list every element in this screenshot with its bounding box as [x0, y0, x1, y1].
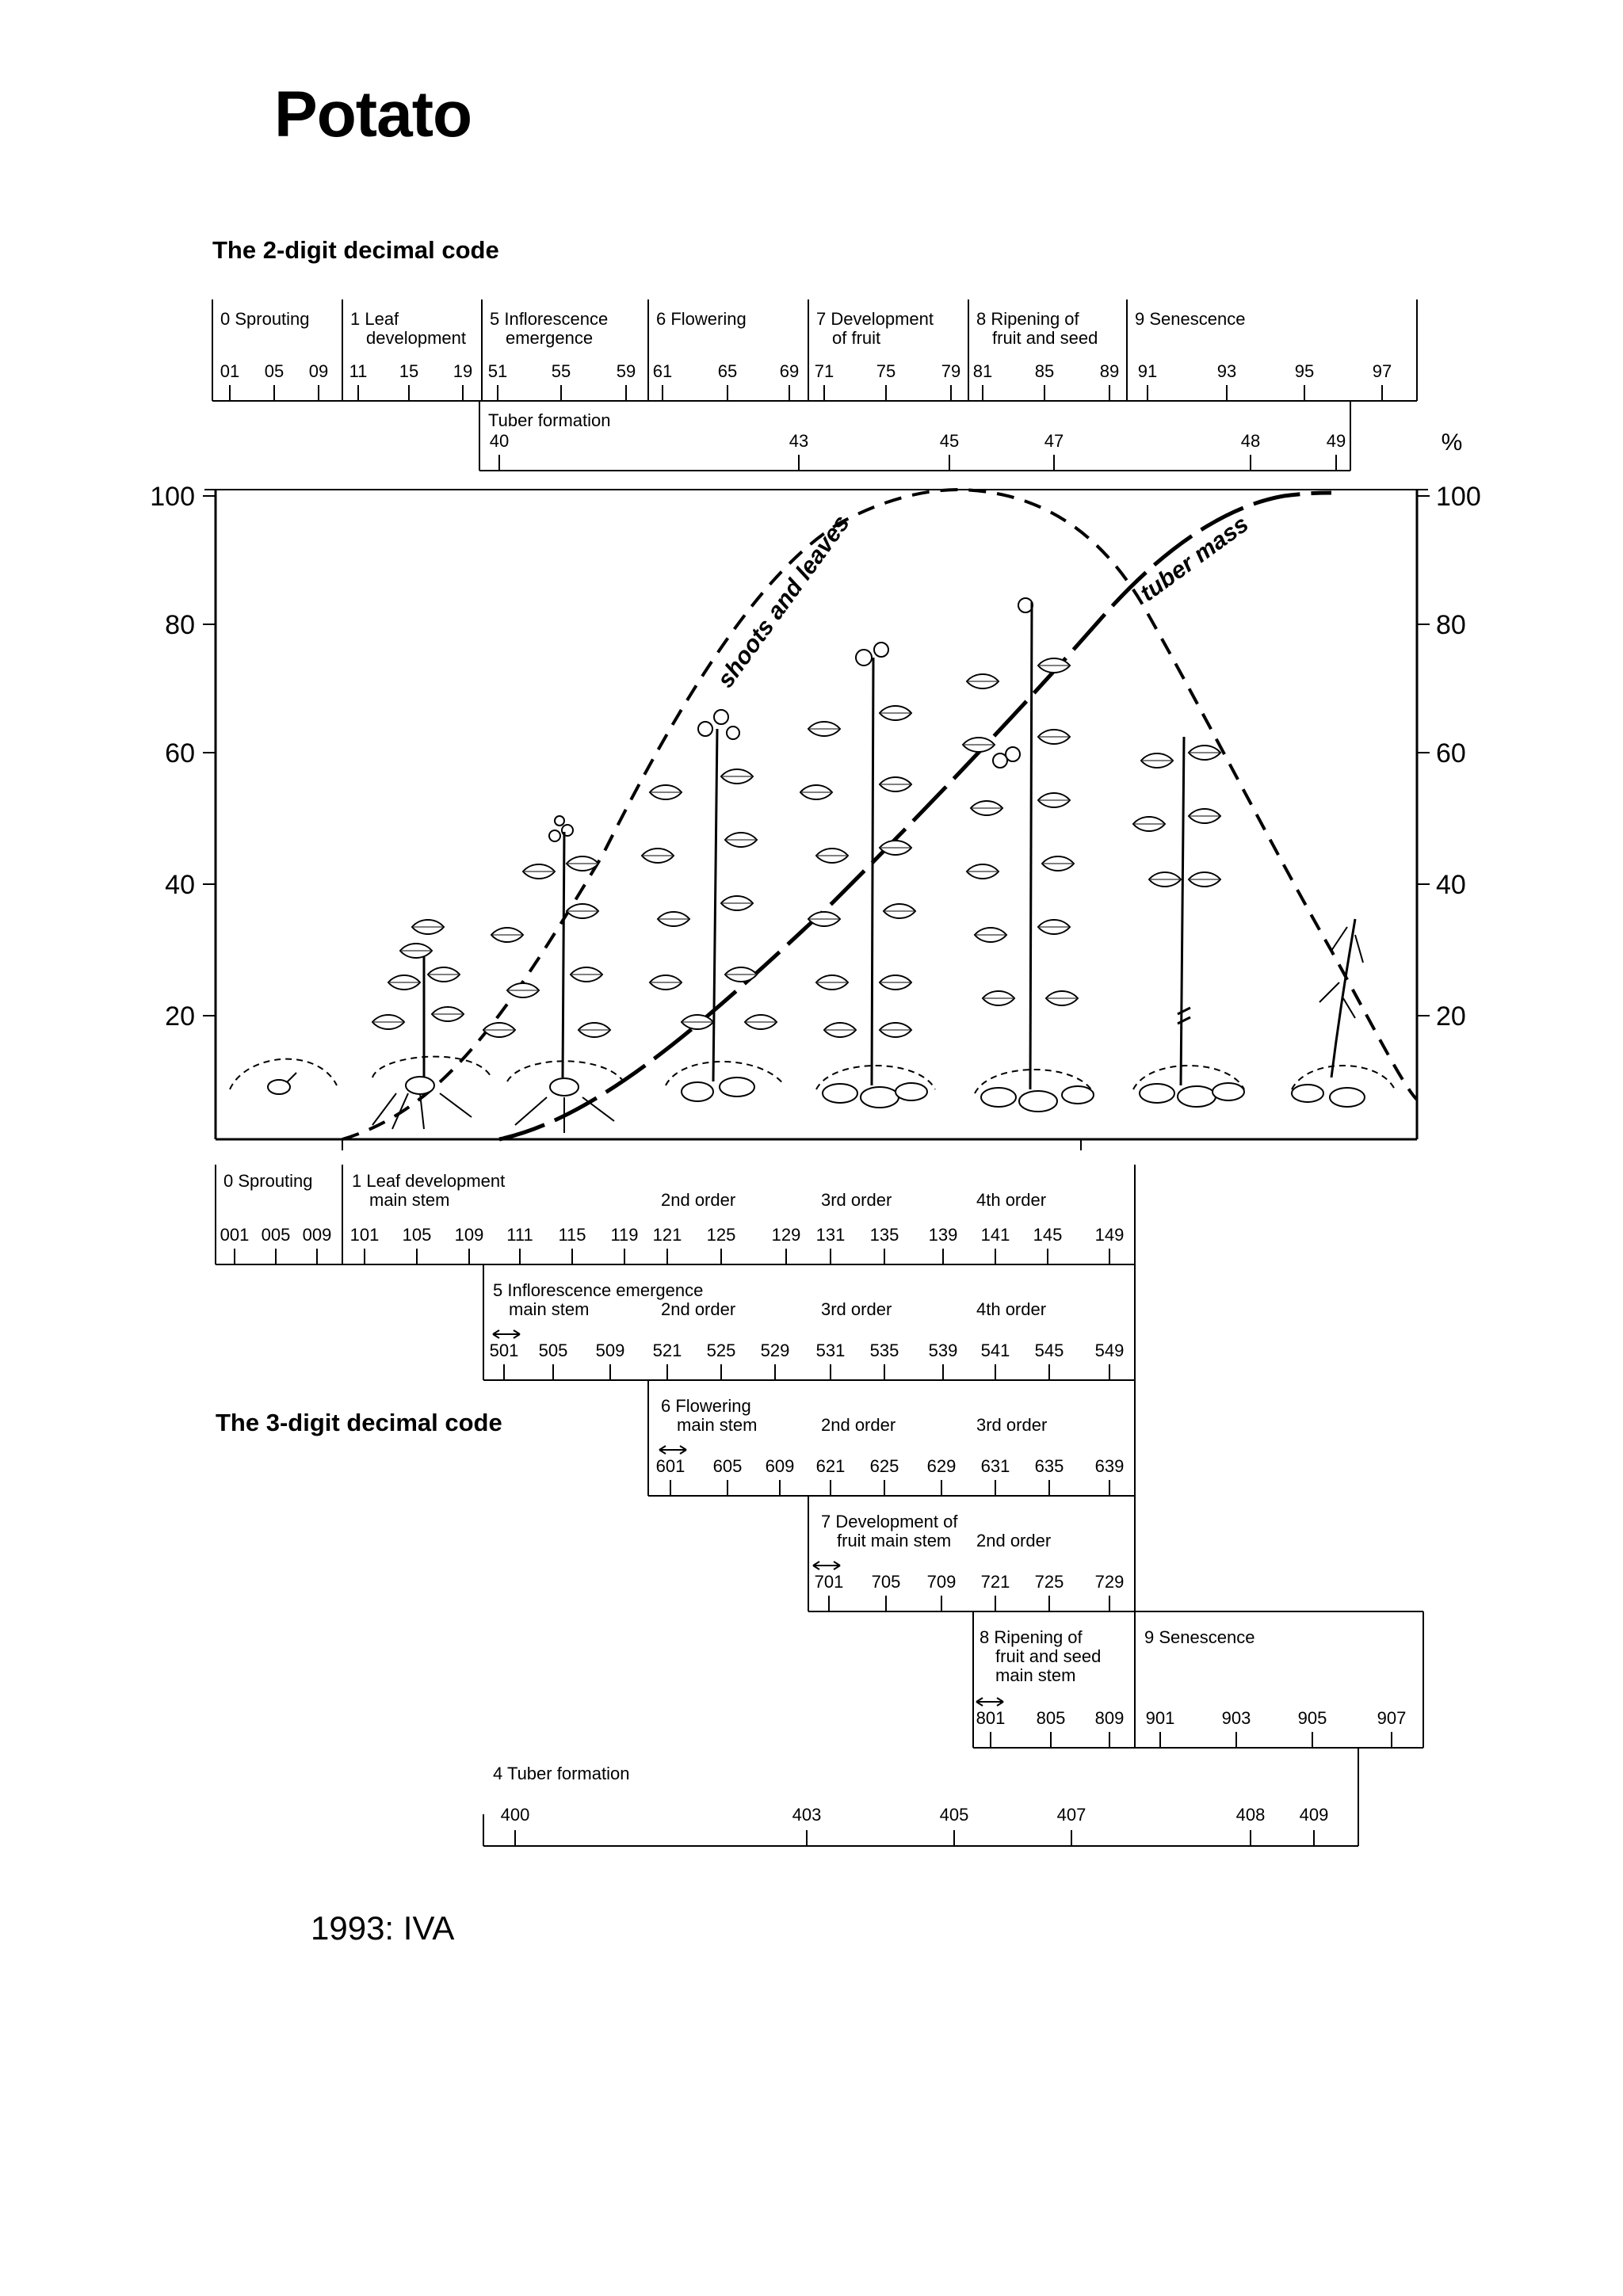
- code-3digit: 141: [980, 1225, 1010, 1245]
- stage-sub-3digit: main stem: [509, 1299, 590, 1319]
- y-axis-left-label: 40: [165, 870, 195, 900]
- order-label: 4th order: [976, 1190, 1047, 1210]
- section-heading-2digit: The 2-digit decimal code: [212, 236, 499, 264]
- code-3digit: 639: [1094, 1456, 1125, 1476]
- stage-label-3digit: 7 Development of: [821, 1512, 958, 1531]
- stage-label-3digit: 1 Leaf development: [352, 1171, 506, 1191]
- code-3digit: 403: [792, 1805, 822, 1825]
- code-2digit: 55: [551, 361, 571, 381]
- code-3digit: 135: [869, 1225, 899, 1245]
- code-3digit: 531: [815, 1341, 846, 1360]
- code-3digit: 105: [402, 1225, 432, 1245]
- code-2digit: 89: [1099, 361, 1120, 381]
- y-axis-right-label: 100: [1436, 482, 1481, 512]
- code-3digit: 409: [1299, 1805, 1329, 1825]
- chart-frame: [204, 490, 1428, 1139]
- code-2digit: 75: [876, 361, 896, 381]
- y-axis-left-label: 80: [165, 610, 195, 640]
- stage-label-2digit: 0 Sprouting: [220, 309, 310, 329]
- stage-label-2digit: fruit and seed: [992, 328, 1098, 348]
- code-3digit: 505: [538, 1341, 568, 1360]
- plant-sprouting: [230, 1059, 337, 1094]
- code-3digit: 400: [500, 1805, 530, 1825]
- plant-senescence-early: [1133, 737, 1244, 1107]
- tuber-code-2digit: 47: [1044, 431, 1064, 451]
- y-axis-right-label: 80: [1436, 610, 1466, 640]
- code-3digit: 635: [1034, 1456, 1064, 1476]
- footer-source: 1993: IVA: [311, 1909, 455, 1947]
- tuber-code-2digit: 48: [1240, 431, 1261, 451]
- stage-label-2digit: 1 Leaf: [350, 309, 399, 329]
- code-2digit: 95: [1294, 361, 1315, 381]
- code-3digit: 009: [302, 1225, 332, 1245]
- code-3digit: 549: [1094, 1341, 1125, 1360]
- code-3digit: 721: [980, 1572, 1010, 1592]
- tuber-code-2digit: 49: [1326, 431, 1346, 451]
- tuber-code-2digit: 45: [939, 431, 960, 451]
- stage-sub-3digit: fruit main stem: [837, 1531, 952, 1550]
- shoots-label: shoots and leaves: [712, 510, 855, 693]
- code-3digit: 121: [652, 1225, 682, 1245]
- code-3digit: 541: [980, 1341, 1010, 1360]
- order-label: 2nd order: [661, 1299, 736, 1319]
- order-label: 2nd order: [821, 1415, 896, 1435]
- code-3digit: 725: [1034, 1572, 1064, 1592]
- code-3digit: 535: [869, 1341, 899, 1360]
- code-2digit: 05: [264, 361, 285, 381]
- code-3digit: 901: [1145, 1708, 1175, 1728]
- code-3digit: 609: [765, 1456, 795, 1476]
- y-axis-left-label: 60: [165, 738, 195, 769]
- code-3digit: 539: [928, 1341, 958, 1360]
- stage-sub-3digit: main stem: [369, 1190, 450, 1210]
- code-3digit: 529: [760, 1341, 790, 1360]
- code-3digit: 805: [1036, 1708, 1066, 1728]
- code-3digit: 139: [928, 1225, 958, 1245]
- plant-ripening: [963, 598, 1094, 1112]
- code-3digit: 525: [706, 1341, 736, 1360]
- code-2digit: 01: [220, 361, 240, 381]
- code-3digit: 509: [595, 1341, 625, 1360]
- shoots-and-leaves-curve: [342, 490, 1417, 1139]
- order-label: 2nd order: [976, 1531, 1052, 1550]
- code-3digit: 601: [655, 1456, 685, 1476]
- code-3digit: 631: [980, 1456, 1010, 1476]
- code-2digit: 79: [941, 361, 961, 381]
- three-digit-stages: [220, 1165, 1407, 1846]
- stage-label-3digit: 9 Senescence: [1144, 1627, 1255, 1647]
- stage-label-3digit: 6 Flowering: [661, 1396, 751, 1416]
- code-3digit: 903: [1221, 1708, 1251, 1728]
- plant-leaf-development: [372, 920, 491, 1129]
- y-axis-right-label: 20: [1436, 1001, 1466, 1032]
- code-3digit: 729: [1094, 1572, 1125, 1592]
- code-3digit: 809: [1094, 1708, 1125, 1728]
- code-3digit: 005: [261, 1225, 291, 1245]
- code-3digit: 801: [976, 1708, 1006, 1728]
- stage-label-2digit: 9 Senescence: [1135, 309, 1246, 329]
- code-3digit: 145: [1033, 1225, 1063, 1245]
- code-3digit: 709: [926, 1572, 957, 1592]
- code-2digit: 85: [1034, 361, 1055, 381]
- order-label: 4th order: [976, 1299, 1047, 1319]
- code-3digit: 907: [1377, 1708, 1407, 1728]
- two-digit-stages: [220, 299, 1463, 471]
- stage-label-3digit: 0 Sprouting: [223, 1171, 313, 1191]
- tuber-code-2digit: 43: [789, 431, 809, 451]
- code-2digit: 93: [1216, 361, 1237, 381]
- code-3digit: 605: [712, 1456, 743, 1476]
- code-2digit: 59: [616, 361, 636, 381]
- plant-senescence-late: [1292, 919, 1395, 1107]
- code-3digit: 521: [652, 1341, 682, 1360]
- code-2digit: 15: [399, 361, 419, 381]
- code-2digit: 09: [308, 361, 329, 381]
- three-digit-frames: [216, 1165, 1423, 1846]
- stage-label-2digit: 6 Flowering: [656, 309, 747, 329]
- section-heading-3digit: The 3-digit decimal code: [216, 1409, 502, 1436]
- order-label: 3rd order: [821, 1190, 892, 1210]
- plant-illustrations: [230, 598, 1395, 1133]
- code-3digit: 621: [815, 1456, 846, 1476]
- code-3digit: 629: [926, 1456, 957, 1476]
- stage-label-3digit: fruit and seed: [995, 1646, 1102, 1666]
- percent-symbol: %: [1441, 429, 1463, 456]
- code-3digit: 101: [349, 1225, 380, 1245]
- y-axis-right-label: 60: [1436, 738, 1466, 769]
- code-2digit: 61: [652, 361, 673, 381]
- code-3digit: 119: [610, 1225, 639, 1245]
- stage-label-2digit: of fruit: [832, 328, 881, 348]
- code-3digit: 705: [871, 1572, 901, 1592]
- code-2digit: 71: [814, 361, 834, 381]
- code-3digit: 501: [489, 1341, 519, 1360]
- code-2digit: 81: [972, 361, 993, 381]
- y-axis-left-label: 20: [165, 1001, 195, 1032]
- page-title: Potato: [274, 78, 472, 151]
- code-3digit: 545: [1034, 1341, 1064, 1360]
- stage-label-2digit: 7 Development: [816, 309, 934, 329]
- code-3digit: 408: [1235, 1805, 1266, 1825]
- stage-sub-3digit: main stem: [677, 1415, 758, 1435]
- plant-flowering: [642, 710, 785, 1101]
- tuber-code-2digit: 40: [489, 431, 510, 451]
- code-3digit: 125: [706, 1225, 736, 1245]
- code-3digit: 701: [814, 1572, 844, 1592]
- code-3digit: 407: [1056, 1805, 1086, 1825]
- stage-label-2digit: 8 Ripening of: [976, 309, 1079, 329]
- order-label: 2nd order: [661, 1190, 736, 1210]
- stage-label-2digit: 5 Inflorescence: [490, 309, 609, 329]
- code-2digit: 97: [1372, 361, 1392, 381]
- code-3digit: 131: [815, 1225, 846, 1245]
- stage-label-3digit: main stem: [995, 1665, 1076, 1685]
- code-3digit: 905: [1297, 1708, 1327, 1728]
- code-3digit: 115: [558, 1225, 586, 1245]
- plant-fruit-development: [800, 643, 935, 1108]
- tuber-formation-label: Tuber formation: [488, 410, 611, 430]
- code-2digit: 69: [779, 361, 800, 381]
- code-3digit: 001: [220, 1225, 250, 1245]
- code-3digit: 625: [869, 1456, 899, 1476]
- code-2digit: 91: [1137, 361, 1158, 381]
- code-2digit: 19: [453, 361, 473, 381]
- y-axis-right-label: 40: [1436, 870, 1466, 900]
- order-label: 3rd order: [821, 1299, 892, 1319]
- y-axes: [150, 482, 1480, 1150]
- stage-label-3digit: 4 Tuber formation: [493, 1764, 630, 1783]
- code-3digit: 111: [506, 1225, 533, 1245]
- code-3digit: 129: [771, 1225, 801, 1245]
- code-3digit: 405: [939, 1805, 969, 1825]
- code-2digit: 65: [717, 361, 738, 381]
- code-2digit: 11: [349, 361, 368, 381]
- tuber-label: tuber mass: [1135, 510, 1254, 607]
- stage-label-2digit: emergence: [506, 328, 594, 348]
- order-label: 3rd order: [976, 1415, 1048, 1435]
- stage-label-3digit: 5 Inflorescence emergence: [493, 1280, 704, 1300]
- stage-label-2digit: development: [366, 328, 466, 348]
- plant-inflorescence: [483, 816, 626, 1133]
- code-3digit: 149: [1094, 1225, 1125, 1245]
- stage-label-3digit: 8 Ripening of: [980, 1627, 1083, 1647]
- code-2digit: 51: [487, 361, 508, 381]
- y-axis-left-label: 100: [150, 482, 195, 512]
- code-3digit: 109: [454, 1225, 484, 1245]
